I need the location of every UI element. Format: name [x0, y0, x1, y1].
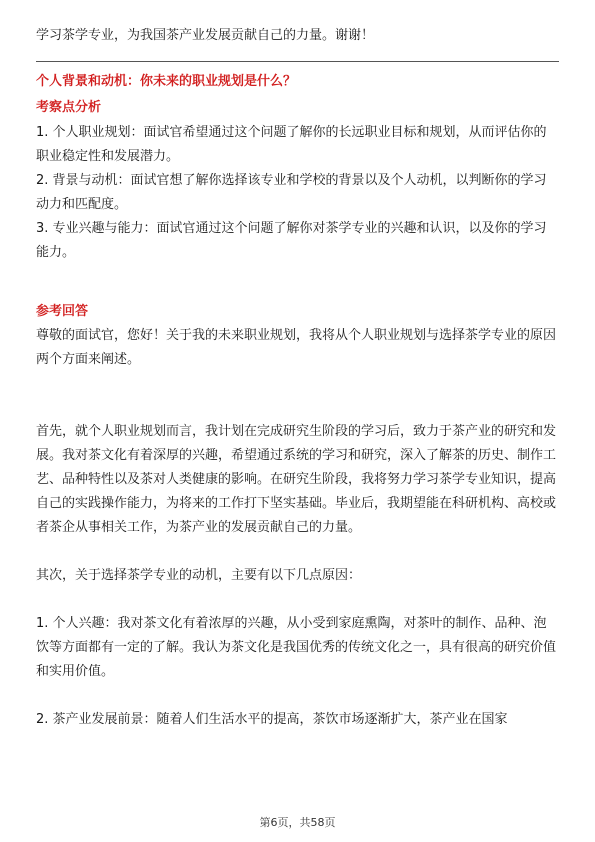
analysis-item: 2. 背景与动机：面试官想了解你选择该专业和学校的背景以及个人动机，以判断你的学习动力和匹配度。 — [36, 173, 547, 212]
analysis-heading: 考察点分析 — [36, 100, 102, 115]
answer-paragraph: 尊敬的面试官，您好！关于我的未来职业规划，我将从个人职业规划与选择茶学专业的原因两个方面来阐述。 — [36, 328, 557, 367]
answer-body — [36, 324, 559, 732]
analysis-item: 1. 个人职业规划：面试官希望通过这个问题了解你的长远职业目标和规划，从而评估你的职业稳定性和发展潜力。 — [36, 125, 547, 164]
page-number: 第6页，共58页 — [259, 816, 336, 829]
question-title: 个人背景和动机：你未来的职业规划是什么？ — [36, 74, 297, 89]
answer-paragraph: 1. 个人兴趣：我对茶文化有着浓厚的兴趣，从小受到家庭熏陶，对茶叶的制作、品种、泡饮等方面都有一定的了解。我认为茶文化是我国优秀的传统文化之一，具有很高的研究价值和实用价值。 — [36, 616, 557, 679]
answer-paragraph: 首先，就个人职业规划而言，我计划在完成研究生阶段的学习后，致力于茶产业的研究和发展。我对茶文化有着深厚的兴趣，希望通过系统的学习和研究，深入了解茶的历史、制作工艺、品种特性以及茶对人类健康的影响。在研究生阶段，我将努力学习茶学专业知识，提高自己的实践操作能力，为将来的工作打下坚实基础。毕业后，我期望能在科研机构、高校或者茶企从事相关工作，为茶产业的发展贡献自己的力量。 — [36, 424, 557, 535]
answer-paragraph: 2. 茶产业发展前景：随着人们生活水平的提高，茶饮市场逐渐扩大，茶产业在国家 — [36, 712, 508, 727]
analysis-item: 3. 专业兴趣与能力：面试官通过这个问题了解你对茶学专业的兴趣和认识，以及你的学习能力。 — [36, 221, 547, 260]
answer-heading: 参考回答 — [36, 304, 89, 319]
carryover-text: 学习茶学专业，为我国茶产业发展贡献自己的力量。谢谢！ — [36, 28, 375, 43]
analysis-list — [36, 121, 559, 265]
answer-paragraph: 其次，关于选择茶学专业的动机，主要有以下几点原因： — [36, 568, 362, 583]
section-divider — [36, 61, 559, 62]
